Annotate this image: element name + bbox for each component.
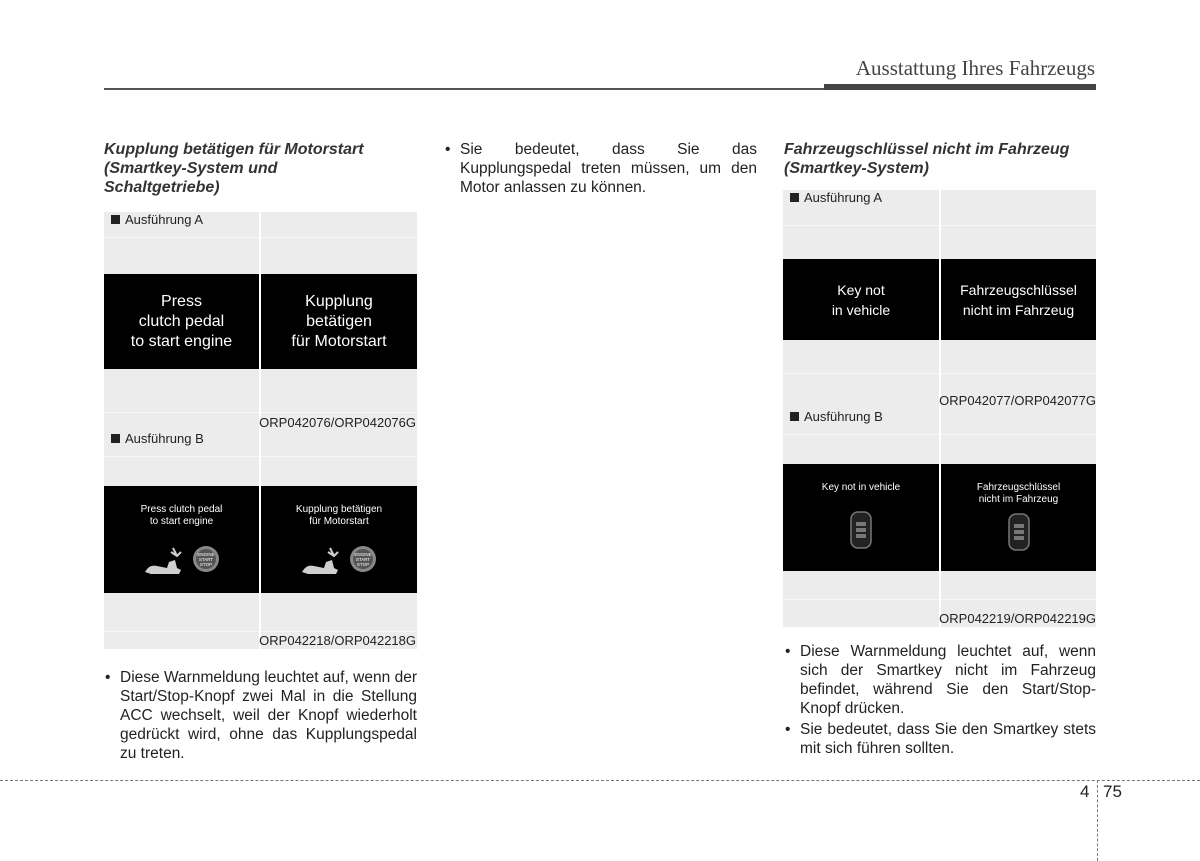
display-panel-en: Press clutch pedal to start engine: [104, 274, 259, 369]
svg-text:ENGINE: ENGINE: [354, 552, 372, 557]
figure-code: ORP042077/ORP042077G: [939, 393, 1096, 408]
display-panel-de-b: Kupplung betätigen für Motorstart ENGINE START STOP: [261, 486, 417, 593]
smart-key-icon: [1007, 512, 1031, 552]
figure-code: ORP042219/ORP042219G: [939, 611, 1096, 626]
page-number: 75: [1103, 782, 1122, 801]
square-bullet-icon: [790, 193, 799, 202]
figure-code: ORP042218/ORP042218G: [259, 633, 416, 648]
square-bullet-icon: [111, 434, 120, 443]
page-header-title: Ausstattung Ihres Fahrzeugs: [855, 56, 1095, 80]
variant-label-a: Ausführung A: [111, 212, 203, 227]
svg-text:START: START: [355, 557, 371, 562]
display-panel-de-b: Fahrzeugschlüssel nicht im Fahrzeug: [941, 464, 1096, 571]
header-rule-accent: [824, 84, 1096, 90]
bullet-text: • Diese Warnmeldung leuchtet auf, wenn der Start/Stop-Knopf zwei Mal in die Stellung ACC wechselt, weil der Knopf wiederholt gedrückt wird, ohne das Kupplungspedal zu treten.: [104, 668, 417, 763]
footer-rule: [0, 780, 1200, 781]
svg-text:STOP: STOP: [356, 562, 370, 567]
bullet-text: • Sie bedeutet, dass Sie den Smartkey stets mit sich führen sollten.: [784, 720, 1096, 758]
footer-divider: [1097, 780, 1098, 861]
square-bullet-icon: [111, 215, 120, 224]
bullet-text: • Sie bedeutet, dass Sie das Kupplungspedal treten müssen, um den Motor anlassen zu können.: [444, 140, 757, 197]
variant-label-b: Ausführung B: [111, 431, 204, 446]
svg-text:START: START: [198, 557, 213, 562]
smart-key-icon: [849, 510, 873, 550]
variant-label-b: Ausführung B: [790, 409, 883, 424]
display-panel-en-b: Press clutch pedal to start engine ENGINE START STOP: [104, 486, 259, 593]
square-bullet-icon: [790, 412, 799, 421]
display-panel-de: Fahrzeugschlüssel nicht im Fahrzeug: [941, 259, 1096, 340]
clutch-foot-icon: [137, 542, 227, 576]
section-heading-clutch: Kupplung betätigen für Motorstart (Smartkey-System und Schaltgetriebe): [104, 141, 364, 196]
variant-label-a: Ausführung A: [790, 190, 882, 205]
bullet-text: • Diese Warnmeldung leuchtet auf, wenn sich der Smartkey nicht im Fahrzeug befindet, während Sie den Start/Stop-Knopf drücken.: [784, 642, 1096, 718]
svg-text:ENGINE: ENGINE: [196, 552, 215, 557]
svg-text:STOP: STOP: [199, 562, 212, 567]
figure-code: ORP042076/ORP042076G: [259, 415, 416, 430]
display-panel-en-b: Key not in vehicle: [783, 464, 939, 571]
chapter-number: 4: [1080, 782, 1090, 801]
clutch-foot-icon: [294, 542, 384, 576]
display-panel-de: Kupplung betätigen für Motorstart: [261, 274, 417, 369]
section-heading-key: Fahrzeugschlüssel nicht im Fahrzeug (Smartkey-System): [784, 141, 1070, 177]
display-panel-en: Key not in vehicle: [783, 259, 939, 340]
